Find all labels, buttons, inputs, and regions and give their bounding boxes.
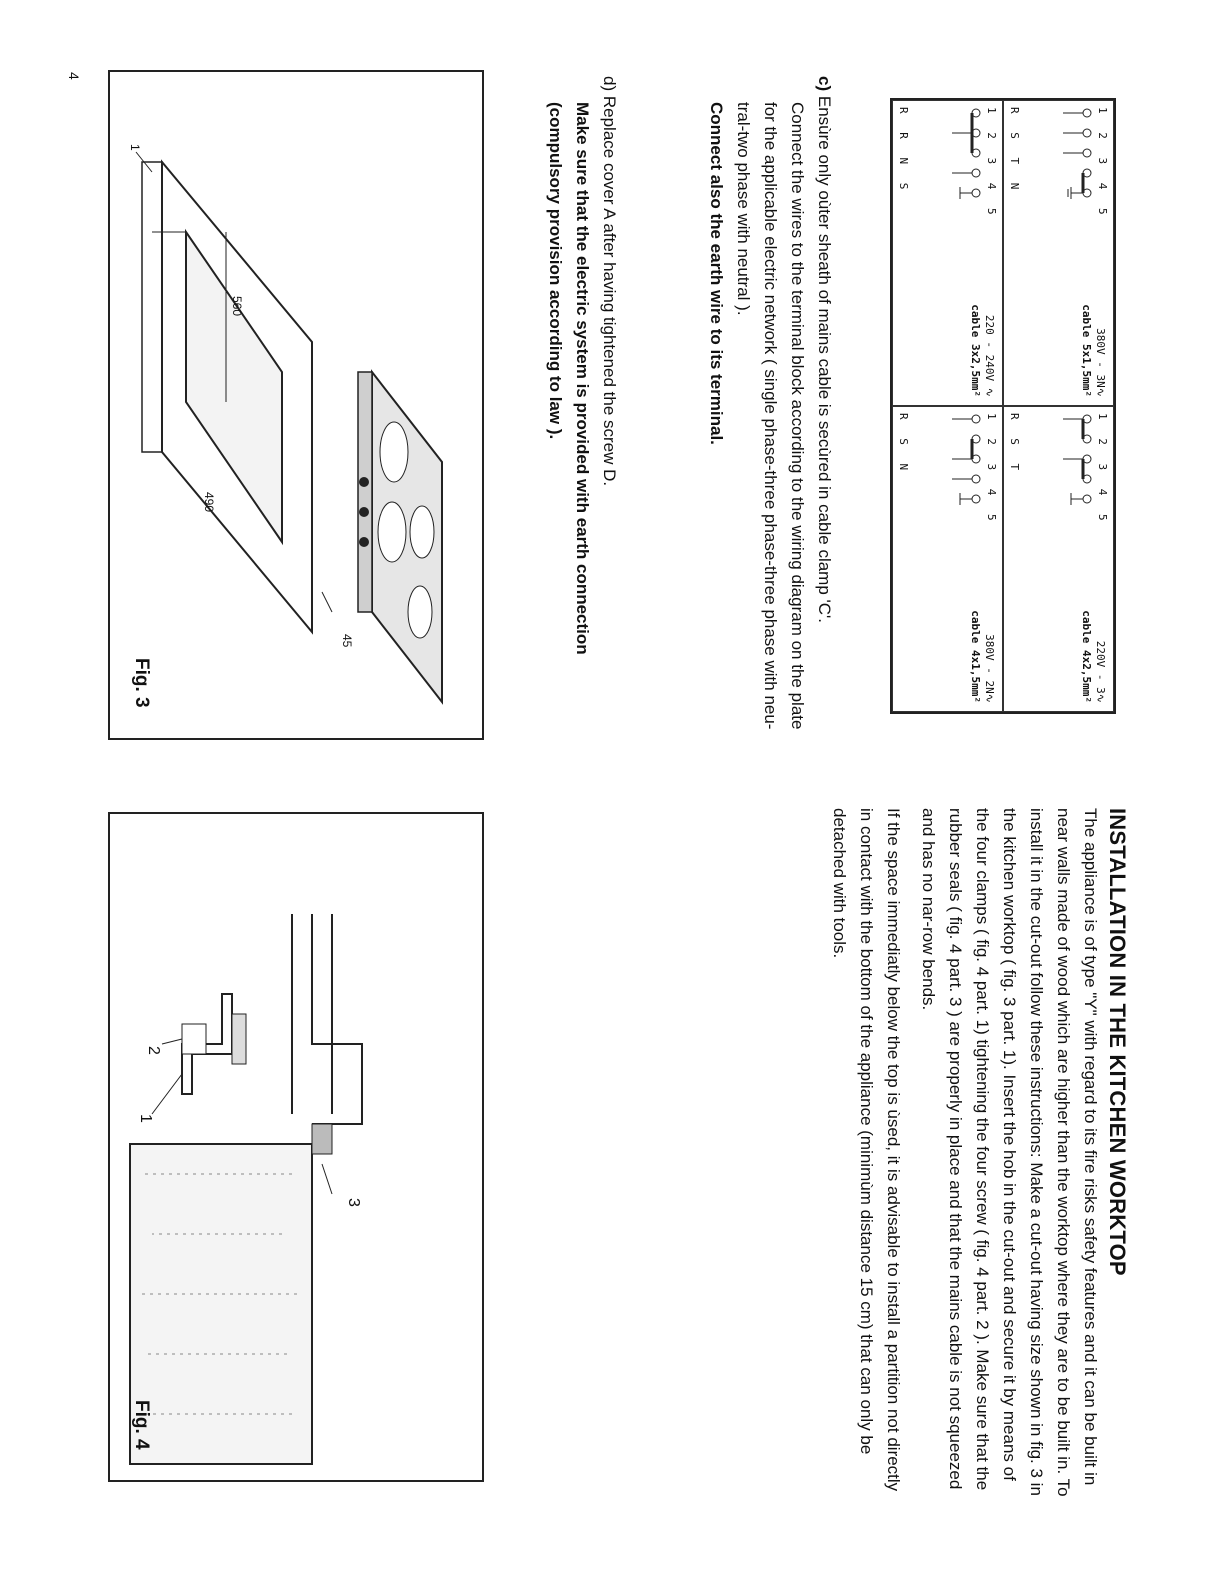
dim-depth: 490 xyxy=(202,492,216,513)
part3-leader xyxy=(322,1164,332,1194)
wiring-cell-220v-3 xyxy=(1003,406,1114,712)
worktop-edge xyxy=(142,162,162,452)
knob xyxy=(359,507,369,517)
page-number: 4 xyxy=(66,72,82,80)
section-c-text: Ensùre only oùter sheath of mains cable is secùred in cable clamp 'C'. xyxy=(815,95,834,624)
fig3-part-1: 1 xyxy=(128,144,142,151)
installation-heading: INSTALLATION IN THE KITCHEN WORKTOP xyxy=(1105,808,1130,1276)
screw-head xyxy=(182,1024,206,1054)
part1-leader xyxy=(152,1074,182,1114)
terminal-numbers: 1 2 3 4 5 xyxy=(1096,413,1109,527)
fig4-part-1: 1 xyxy=(137,1114,154,1123)
burner-1 xyxy=(380,422,408,482)
terminal-numbers: 1 2 3 4 5 xyxy=(985,107,998,221)
terminal-numbers: 1 2 3 4 5 xyxy=(985,413,998,527)
section-c-bold: Connect also the earth wire to its terminal. xyxy=(707,102,726,445)
fig3-frame xyxy=(108,70,484,740)
fig4-caption: Fig. 4 xyxy=(131,1400,152,1450)
phase-labels: R S N xyxy=(897,413,910,477)
terminal-diagram-icon xyxy=(926,413,986,533)
voltage-label: 220 - 240V ∿ xyxy=(983,314,996,397)
hob-side xyxy=(358,372,372,612)
section-d xyxy=(542,76,623,736)
phase-labels: R S T N xyxy=(1008,107,1021,196)
section-d-text: Replace cover A after having tightened the screw D. xyxy=(600,95,619,487)
cutout-outline xyxy=(186,232,282,542)
wiring-cell-220-240v xyxy=(892,100,1003,406)
voltage-label: 380V - 3N∿ xyxy=(1094,328,1107,397)
hob-frame xyxy=(312,914,362,1124)
installation-para-2: If the space immediatly below the top is ùsed, it is advisable to install a partition not directly in contact with the bottom of the appliance (minimùm distance 15 cm) that can only be detached with tools. xyxy=(830,808,903,1492)
terminal-diagram-icon xyxy=(1037,107,1097,227)
section-d-letter: d) xyxy=(600,76,619,92)
burner-2 xyxy=(378,502,406,562)
wiring-table xyxy=(890,98,1116,714)
hob-cutout-diagram xyxy=(110,72,482,738)
cable-label: cable 4x1,5mm² xyxy=(969,610,982,703)
worktop-block xyxy=(130,1144,312,1464)
installation-para-1: The appliance is of type "Y" with regard to its fire risks safety features and it can be built in near walls made of wood which are higher than the worktop where they are to be built in. To install it in the cut-out follow these instructions: Make a cut-out having size shown in fig. 3 in the kitchen worktop ( fig. 3 part. 1). Insert the hob in the cut-out and secure it by means of the four clamps ( fig. 4 part. 1) tightening the four screw ( fig. 4 part. 2 ). Make sure that the rubber seals ( fig. 4 part. 3 ) are properly in place and that the mains cable is not squeezed and has no nar-row bends. xyxy=(919,808,1100,1497)
dim-edge-line xyxy=(322,592,332,612)
burner-4 xyxy=(408,586,432,638)
voltage-label: 380V - 2N∿ xyxy=(983,634,996,703)
knob xyxy=(359,477,369,487)
screw xyxy=(232,1014,246,1064)
section-c-intro xyxy=(811,76,838,736)
section-c-body: Connect the wires to the terminal block according to the wiring diagram on the plate for the applicable electric network ( single phase-three phase-three phase with neu-tral-two phase with neutral ). xyxy=(734,102,807,730)
wiring-cell-380v-2n xyxy=(892,406,1003,712)
phase-labels: R R N S xyxy=(897,107,910,196)
cable-label: cable 5x1,5mm² xyxy=(1080,304,1093,397)
fig4-part-2: 2 xyxy=(145,1046,162,1055)
fig4-part-3: 3 xyxy=(345,1198,362,1207)
phase-labels: R S T xyxy=(1008,413,1021,477)
installation-section xyxy=(826,808,1130,1504)
cable-spec xyxy=(968,304,996,397)
cable-spec xyxy=(1079,610,1107,703)
section-c xyxy=(703,76,838,736)
rubber-seal xyxy=(312,1124,332,1154)
cable-spec xyxy=(968,610,996,703)
section-c-letter: c) xyxy=(815,76,834,92)
part2-leader xyxy=(162,1039,182,1044)
dim-width: 560 xyxy=(230,296,244,317)
fig3-caption: Fig. 3 xyxy=(131,658,152,708)
section-d-bold: Make sure that the electric system is provided with earth connection (compulsory provision according to law ). xyxy=(546,102,592,655)
knob xyxy=(359,537,369,547)
section-d-intro xyxy=(596,76,623,736)
terminal-diagram-icon xyxy=(1037,413,1097,533)
burner-3 xyxy=(410,506,434,558)
cable-label: cable 4x2,5mm² xyxy=(1080,610,1093,703)
terminal-numbers: 1 2 3 4 5 xyxy=(1096,107,1109,221)
dim-edge: 45 xyxy=(340,634,354,648)
voltage-label: 220V - 3∿ xyxy=(1094,640,1107,703)
wiring-cell-380v-3n xyxy=(1003,100,1114,406)
fig4-frame xyxy=(108,812,484,1482)
clamp-section-diagram xyxy=(110,814,482,1480)
cable-label: cable 3x2,5mm² xyxy=(969,304,982,397)
terminal-diagram-icon xyxy=(926,107,986,227)
cable-spec xyxy=(1079,304,1107,397)
